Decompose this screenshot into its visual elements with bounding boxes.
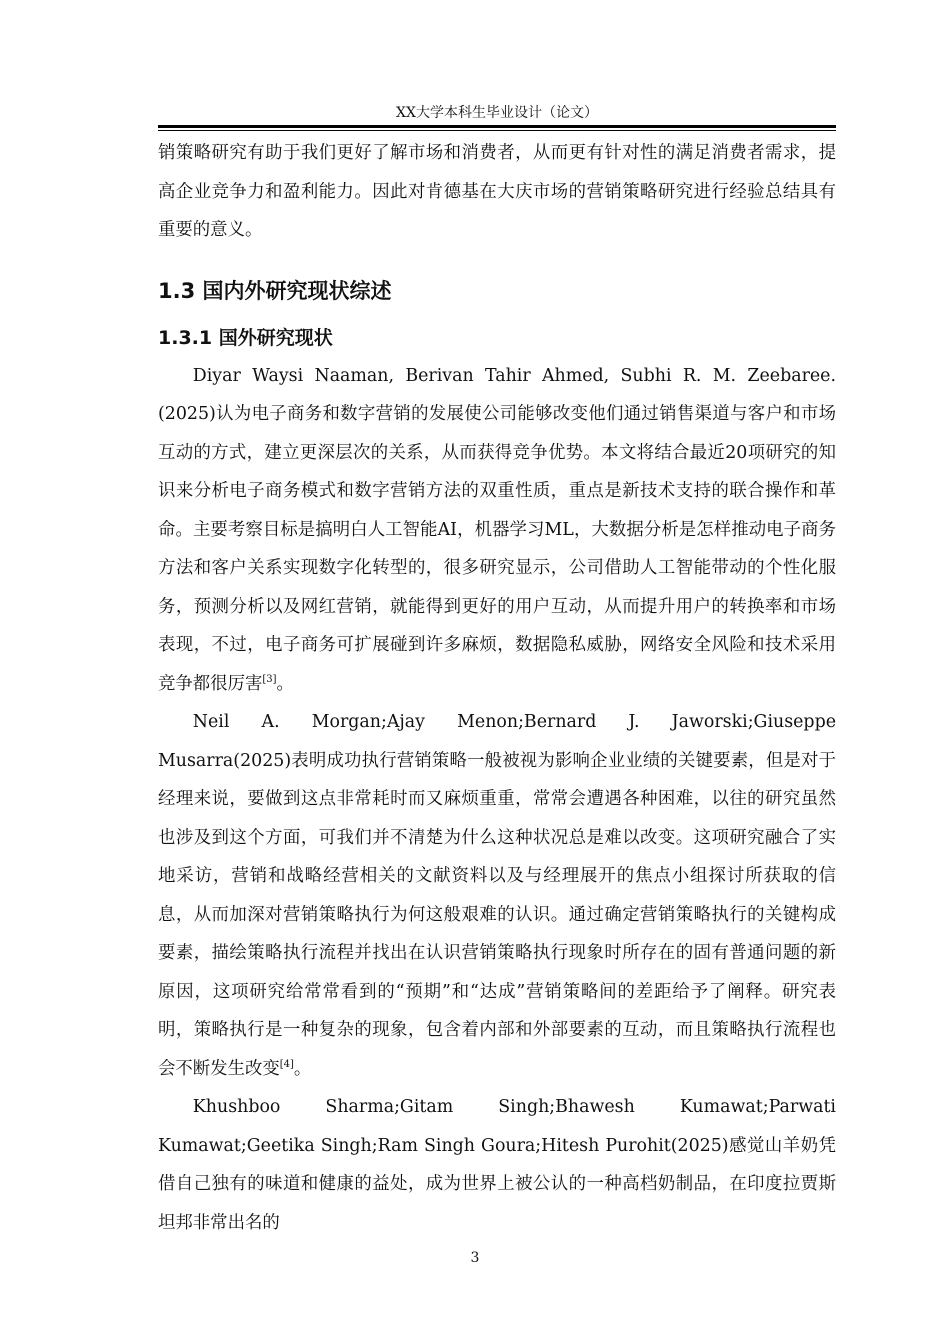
citation-marker: [4] <box>279 1058 294 1070</box>
paragraph-text: Diyar Waysi Naaman, Berivan Tahir Ahmed, Subhi R. M. Zeebaree.(2025)认为电子商务和数字营销的发展使公司能够改变他们通过销售渠道与客户和市场互动的方式，建立更深层次的关系，从而获得竞争优势。本文将结合最近20项研究的知识来分析电子商务模式和数字营销方法的双重性质，重点是新技术支持的联合操作和革命。主要考察目标是搞明白人工智能AI，机器学习ML，大数据分析是怎样推动电子商务方法和客户关系实现数字化转型的，很多研究显示，公司借助人工智能带动的个性化服务，预测分析以及网红营销，就能得到更好的用户互动，从而提升用户的转换率和市场表现，不过，电子商务可扩展碰到许多麻烦，数据隐私威胁，网络安全风险和技术采用竞争都很厉害 <box>158 365 836 694</box>
body-paragraph <box>158 357 836 704</box>
body-text <box>158 134 836 1242</box>
subsection-heading: 1.3.1 国外研究现状 <box>158 326 333 349</box>
header-rule <box>158 125 836 128</box>
citation-marker: [3] <box>262 673 277 685</box>
paragraph-end: 。 <box>293 1058 312 1079</box>
header-rule-thin <box>158 130 836 131</box>
page-number: 3 <box>470 1250 480 1266</box>
body-paragraph <box>158 703 836 1088</box>
paragraph-text: Khushboo Sharma;Gitam Singh;Bhawesh Kumawat;Parwati Kumawat;Geetika Singh;Ram Singh Goura;Hitesh Purohit(2025)感觉山羊奶凭借自己独有的味道和健康的益处，成为世界上被公认的一种高档奶制品，在印度拉贾斯坦邦非常出名的 <box>158 1097 836 1233</box>
running-header: XX大学本科生毕业设计（论文） <box>396 105 598 121</box>
paragraph-end: 。 <box>276 673 294 694</box>
section-heading: 1.3 国内外研究现状综述 <box>158 278 392 303</box>
paragraph-text: Neil A. Morgan;Ajay Menon;Bernard J. Jaworski;Giuseppe Musarra(2025)表明成功执行营销策略一般被视为影响企业业绩的关键要素，但是对于经理来说，要做到这点非常耗时而又麻烦重重，常常会遭遇各种困难，以往的研究虽然也涉及到这个方面，可我们并不清楚为什么这种状况总是难以改变。这项研究融合了实地采访，营销和战略经营相关的文献资料以及与经理展开的焦点小组探讨所获取的信息，从而加深对营销策略执行为何这般艰难的认识。通过确定营销策略执行的关键构成要素，描绘策略执行流程并找出在认识营销策略执行现象时所存在的固有普通问题的新原因，这项研究给常常看到的“预期”和“达成”营销策略间的差距给予了阐释。研究表明，策略执行是一种复杂的现象，包含着内部和外部要素的互动，而且策略执行流程也会不断发生改变 <box>158 712 836 1079</box>
body-paragraph <box>158 1088 836 1242</box>
intro-paragraph: 销策略研究有助于我们更好了解市场和消费者，从而更有针对性的满足消费者需求，提高企业竞争力和盈利能力。因此对肯德基在大庆市场的营销策略研究进行经验总结具有重要的意义。 <box>158 143 836 240</box>
